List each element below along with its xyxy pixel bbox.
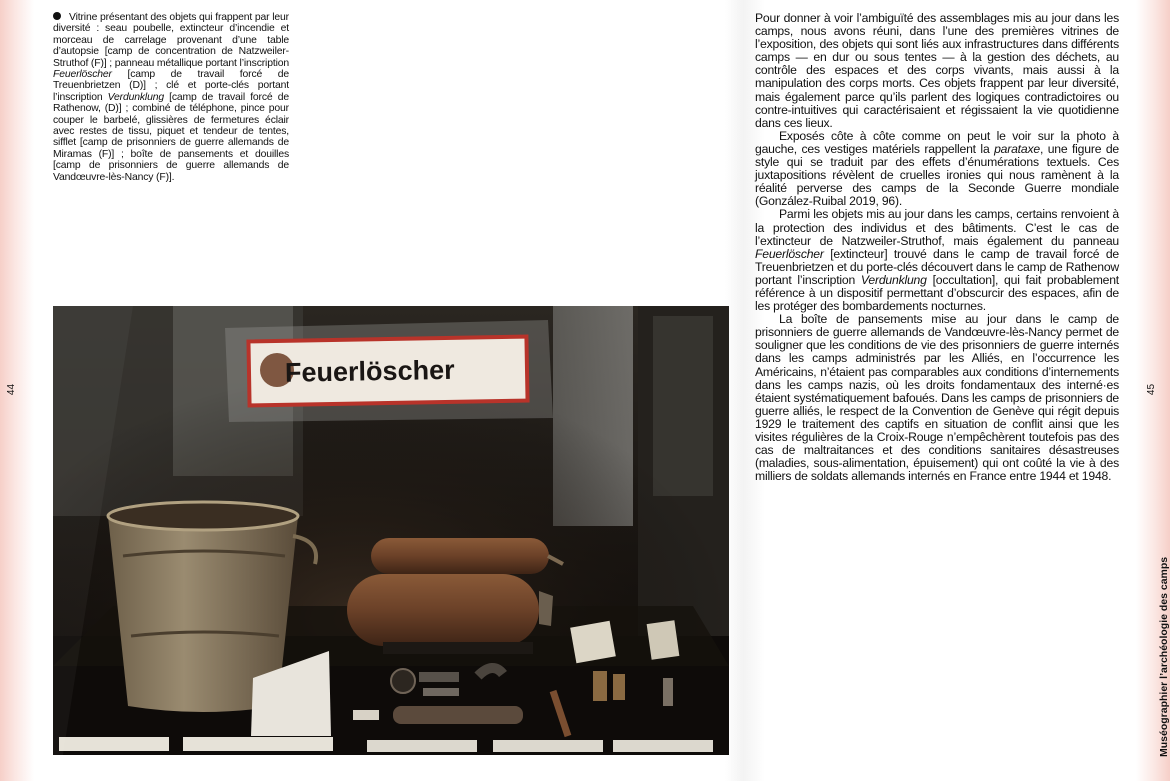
paragraph-2-text-a: Exposés côte à côte comme on peut le voir sur la photo à gauche, ces vestiges matériels rappellent la [755,128,1119,156]
paragraph-3-text-b: [extincteur] trouvé dans le camp de travail forcé de Treuenbrietzen et du porte-clés découvert dans le camp de Rathenow portant l’inscription [755,246,1119,287]
paragraph-3-italic-2: Verdunklung [860,272,927,287]
caption-italic-2: Verdunklung [107,91,164,103]
running-title: Muséographier l’archéologie des camps [1158,556,1170,757]
caption-italic-1: Feuerlöscher [53,69,112,81]
fire-extinguisher-small [371,538,549,574]
paragraph-2-italic: parataxe [994,141,1040,156]
caption-text-3: [camp de travail forcé de Rathenow, (D)] ; combiné de téléphone, pince pour couper le barbelé, glissières de fermetures éclair avec restes de tissu, piquet et tendeur de tentes, sifflet [camp de prisonniers de guerre allemands de Miramas (F)] ; boîte de pansements et douilles [camp de prisonniers de guerre allemands de Vandœuvre-lès-Nancy (F)]. [53,91,289,183]
wire-cutter [393,706,523,724]
paragraph-1 [755,12,1119,130]
vitrine-illustration [53,306,729,755]
keychain [391,669,415,693]
paragraph-3 [755,208,1119,313]
bullet-icon [53,12,61,20]
paragraph-2-text-b: , une figure de style qui se traduit par des effets d’énumérations textuels. Ces juxtapositions révèlent de cruelles ironies qui nous ramènent à la réalité perverse des camps de la Seconde Guerre mondiale (González-Ruibal 2019, 96). [755,141,1119,209]
fire-extinguisher-large [347,574,539,646]
paragraph-4 [755,313,1119,483]
bandage-box [570,621,616,663]
paragraph-1-text: Pour donner à voir l’ambiguïté des assemblages mis au jour dans les camps, nous avons réuni, dans l’une des premières vitrines de l’exposition, des objets qui sont liés aux infrastructures dans différents camps — en dur ou sous tentes — à la gestion des déchets, au contrôle des espaces et des corps vivants, mais aussi à la manipulation des corps morts. Ces objets frappent par leur diversité, mais également parce qu’ils parlent des logiques contradictoires ou contre-intuitives qui caractérisaient et régissaient la vie quotidienne dans ces lieux. [755,11,1119,130]
paragraph-3-italic-1: Feuerlöscher [755,246,824,261]
caption-text-1: Vitrine présentant des objets qui frappent par leur diversité : seau poubelle, extincteur d’incendie et morceau de carrelage provenant d’une table d’autopsie [camp de concentration de Natzweiler-Struthof (F)] ; panneau métallique portant l’inscription [53,12,289,69]
caption-text-2: [camp de travail forcé de Treuenbrietzen (D)] ; clé et porte-clés portant l’inscription [53,69,289,103]
paragraph-4-text: La boîte de pansements mise au jour dans le camp de prisonniers de guerre allemands de Vandœuvre-lès-Nancy permet de souligner que les conditions de vie des prisonniers de guerre internés dans les camps administrés par les Alliés, en l’occurrence les Américains, n’étaient pas comparables aux conditions d’internements dans les camps nazis, où les droits fondamentaux des interné·es étaient systématiquement bafoués. Dans les camps de prisonniers de guerre alliés, le respect de la Convention de Genève qui régit depuis 1929 le traitement des captifs en situation de conflit ainsi que les visites régulières de la Croix-Rouge n’empêchèrent toutefois pas des cas de maltraitances et des conditions sanitaires désastreuses (maladies, sous-alimentation, épuisement) qui ont coûté la vie à des milliers de soldats allemands internés en France entre 1944 et 1948. [755,312,1119,484]
page-number-left: 44 [6,383,18,396]
figure-caption [53,12,289,183]
paragraph-3-text-a: Parmi les objets mis au jour dans les camps, certains renvoient à la protection des individus et des bâtiments. C’est le cas de l’extincteur de Natzweiler-Struthof, mais également du panneau [755,207,1119,248]
sign-text: Feuerlöscher [284,354,455,388]
page-number-right: 45 [1146,383,1158,396]
body-text [755,12,1119,483]
exhibition-photo [53,306,729,755]
paragraph-2 [755,130,1119,209]
paragraph-3-text-c: [occultation], qui fait probablement référence à un dispositif permettant d’obscurcir des espaces, afin de les protéger des bombardements nocturnes. [755,272,1119,314]
